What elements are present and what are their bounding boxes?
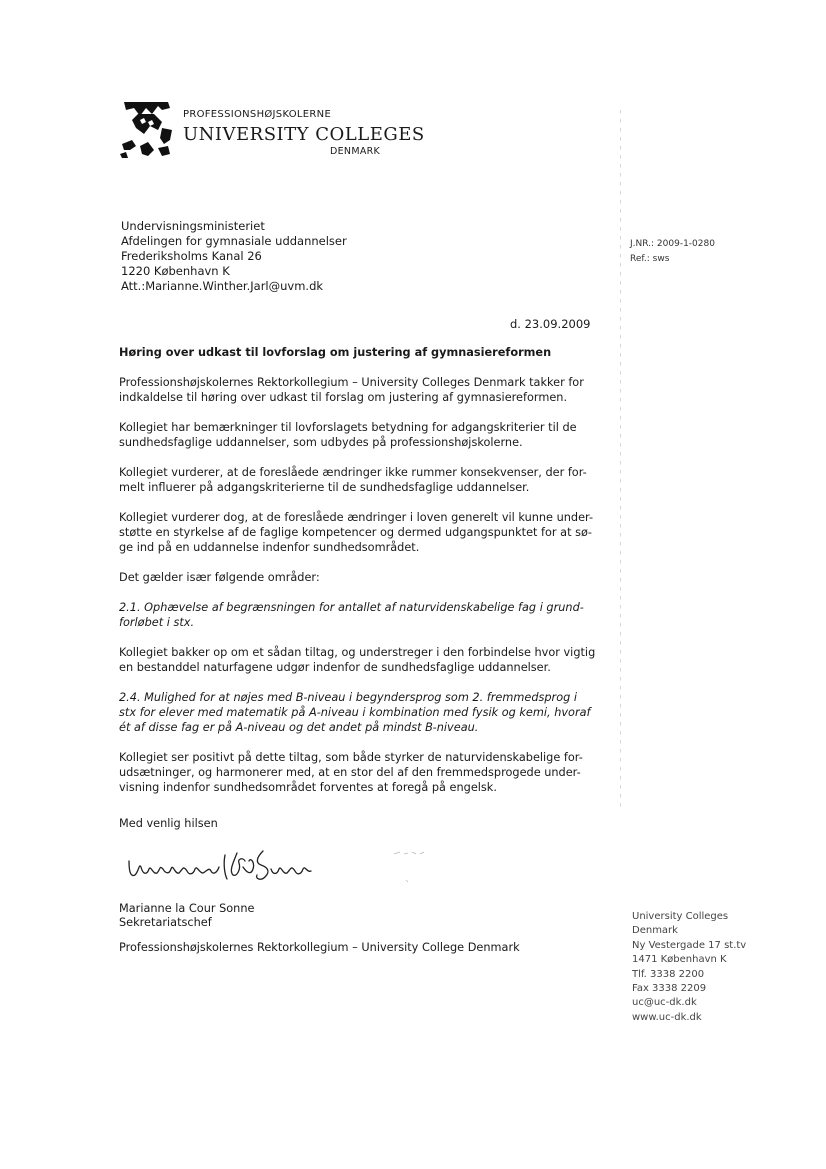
handwritten-signature-icon: [125, 845, 325, 887]
letter-date: d. 23.09.2009: [510, 317, 591, 331]
paragraph-line: Kollegiet har bemærkninger til lovforslagets betydning for adgangskriterier til de: [119, 421, 577, 434]
contact-email: uc@uc-dk.dk: [632, 997, 697, 1009]
recipient-address: [121, 219, 347, 294]
paragraph-line: indkaldelse til høring over udkast til forslag om justering af gymnasiereformen.: [119, 391, 568, 404]
signer-name: Marianne la Cour Sonne: [119, 902, 255, 915]
letterhead-org-main: UNIVERSITY COLLEGES: [183, 124, 425, 145]
paragraph-line: Det gælder især følgende områder:: [119, 571, 320, 584]
paragraph-line: udsætninger, og harmonerer med, at en stor del af den fremmedsprogede under-: [119, 766, 581, 779]
paragraph-line: Kollegiet vurderer, at de foreslåede ændringer ikke rummer konsekvenser, der for-: [119, 466, 587, 479]
reference-initials: Ref.: sws: [630, 254, 670, 264]
letterhead-org-sub: DENMARK: [330, 146, 381, 157]
paragraph-line: visning indenfor sundhedsområdet forventes at foregå på engelsk.: [119, 781, 497, 794]
margin-rule: [620, 110, 621, 810]
paragraph: [119, 375, 599, 405]
contact-line: Fax 3338 2209: [632, 983, 707, 995]
organization-line: Professionshøjskolernes Rektorkollegium – University College Denmark: [119, 941, 520, 954]
recipient-line: Frederiksholms Kanal 26: [121, 249, 262, 263]
paragraph-line: 2.4. Mulighed for at nøjes med B-niveau i begyndersprog som 2. fremmedsprog i: [119, 691, 578, 704]
faint-stamp-mark-icon: [390, 842, 430, 892]
paragraph-line: en bestanddel naturfagene udgør indenfor de sundhedsfaglige uddannelser.: [119, 661, 551, 674]
paragraph-line: Kollegiet ser positivt på dette tiltag, som både styrker de naturvidenskabelige for-: [119, 751, 583, 764]
signer-title: Sekretariatschef: [119, 916, 212, 929]
section-heading-2-1: [119, 600, 599, 630]
contact-line: Tlf. 3338 2200: [632, 968, 705, 980]
letterhead-org-top: PROFESSIONSHØJSKOLERNE: [183, 109, 332, 120]
paragraph: [119, 465, 599, 495]
contact-line: University Colleges: [632, 911, 729, 922]
paragraph-line: Kollegiet bakker op om et sådan tiltag, og understreger i den forbindelse hvor vigtig: [119, 646, 596, 659]
journal-number: J.NR.: 2009-1-0280: [630, 239, 715, 249]
recipient-line: Att.:Marianne.Winther.Jarl@uvm.dk: [121, 279, 324, 293]
recipient-line: Afdelingen for gymnasiale uddannelser: [121, 234, 347, 248]
signer-block: [119, 902, 254, 930]
paragraph-line: Kollegiet vurderer dog, at de foreslåede ændringer i loven generelt vil kunne under-: [119, 511, 594, 524]
contact-website: www.uc-dk.dk: [632, 1011, 702, 1023]
paragraph-line: ét af disse fag er på A-niveau og det andet på mindst B-niveau.: [119, 721, 479, 734]
recipient-line: 1220 København K: [121, 264, 230, 278]
paragraph-line: 2.1. Ophævelse af begrænsningen for antallet af naturvidenskabelige fag i grund-: [119, 601, 584, 614]
letter-subject: Høring over udkast til lovforslag om justering af gymnasiereformen: [119, 346, 552, 359]
contact-block: [632, 910, 746, 1025]
paragraph: [119, 420, 599, 450]
paragraph-line: melt influerer på adgangskriterierne til de sundhedsfaglige uddannelser.: [119, 481, 530, 494]
university-colleges-logo-icon: [118, 100, 176, 160]
paragraph-line: sundhedsfaglige uddannelser, som udbydes på professionshøjskolerne.: [119, 436, 523, 449]
closing-greeting: Med venlig hilsen: [119, 817, 218, 830]
reference-block: [630, 237, 715, 267]
recipient-line: Undervisningsministeriet: [121, 219, 265, 233]
paragraph-line: ge ind på en uddannelse indenfor sundhedsområdet.: [119, 541, 420, 554]
letter-body: [119, 345, 599, 810]
paragraph: [119, 645, 599, 675]
paragraph-line: forløbet i stx.: [119, 616, 195, 629]
paragraph-line: Professionshøjskolernes Rektorkollegium – University Colleges Denmark takker for: [119, 376, 584, 389]
section-heading-2-4: [119, 690, 599, 735]
paragraph-line: stx for elever med matematik på A-niveau i kombination med fysik og kemi, hvoraf: [119, 706, 591, 719]
contact-line: Ny Vestergade 17 st.tv: [632, 939, 747, 951]
paragraph: [119, 570, 599, 585]
contact-line: Denmark: [632, 925, 678, 937]
paragraph: [119, 510, 599, 555]
paragraph: [119, 750, 599, 795]
contact-line: 1471 København K: [632, 954, 727, 966]
paragraph-line: støtte en styrkelse af de faglige kompetencer og dermed udgangspunktet for at sø-: [119, 526, 592, 539]
